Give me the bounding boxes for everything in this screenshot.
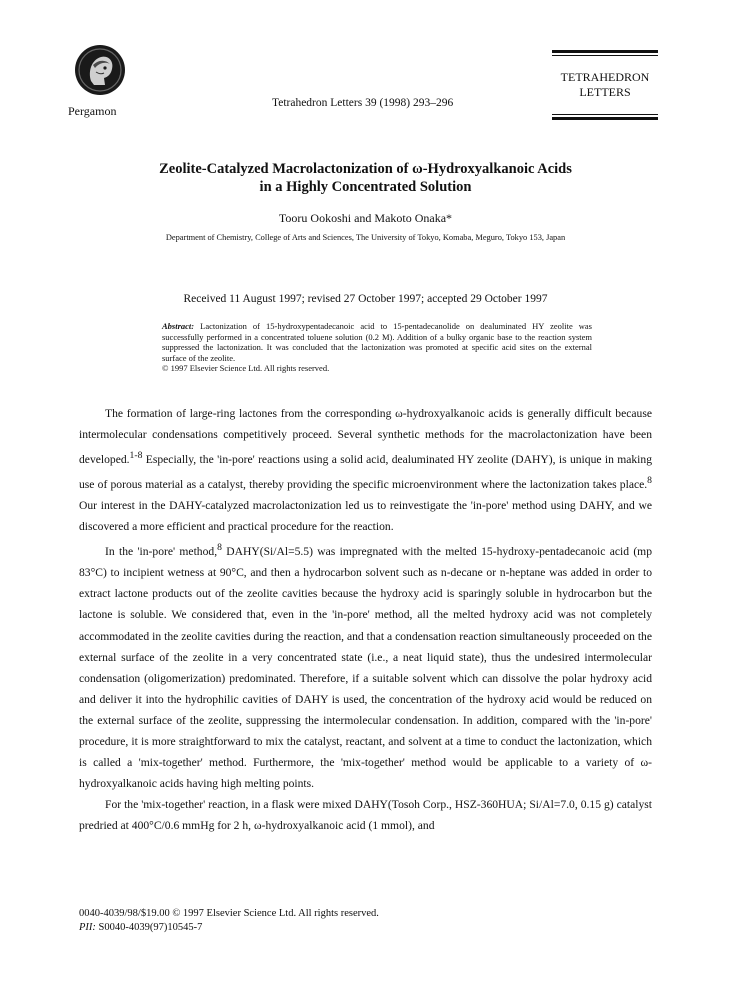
reference-superscript: 8 bbox=[217, 542, 222, 554]
abstract-copyright: © 1997 Elsevier Science Ltd. All rights reserved. bbox=[162, 363, 330, 374]
paragraph-1 bbox=[79, 403, 652, 537]
affiliation: Department of Chemistry, College of Arts and Sciences, The University of Tokyo, Komaba, Meguro, Tokyo 153, Japan bbox=[165, 233, 566, 242]
reference-superscript: 1-8 bbox=[129, 450, 143, 462]
footer bbox=[79, 907, 379, 935]
reference-superscript: 8 bbox=[647, 475, 652, 487]
journal-rule-bottom bbox=[552, 117, 658, 120]
paragraph-2 bbox=[79, 537, 652, 794]
title-line1: Zeolite-Catalyzed Macrolactonization of ω-Hydroxyalkanoic Acids bbox=[159, 161, 572, 177]
abstract-text: Lactonization of 15-hydroxypentadecanoic acid to 15-pentadecanolide on dealuminated HY zeolite was successfully performed in a concentrated toluene solution (0.2 M). Addition of a bulky organic base to the reaction system suppressed the lactonization. It was concluded that the lactonization was promoted at specific acid sites on the external surface of the zeolite. bbox=[162, 321, 592, 363]
citation: Tetrahedron Letters 39 (1998) 293–296 bbox=[272, 97, 454, 109]
journal-rule-top bbox=[552, 50, 658, 53]
paragraph-3: For the 'mix-together' reaction, in a flask were mixed DAHY(Tosoh Corp., HSZ-360HUA; Si/Al=7.0, 0.15 g) catalyst predried at 400°C/0.6 mmHg for 2 h, ω-hydroxyalkanoic acid (1 mmol), and bbox=[79, 798, 652, 833]
received-dates: Received 11 August 1997; revised 27 October 1997; accepted 29 October 1997 bbox=[183, 293, 548, 305]
p1-text-b: Especially, the 'in-pore' reactions using a solid acid, dealuminated HY zeolite (DAHY), is unique in making use of porous material as a catalyst, thereby providing the specific microenvironment where the lactonization takes place. bbox=[79, 453, 652, 491]
pii-label: PII: bbox=[79, 922, 96, 933]
journal-name bbox=[552, 70, 658, 100]
p1-text-a: The formation of large-ring lactones from the corresponding ω-hydroxyalkanoic acids is generally difficult because intermolecular condensations competitively proceed. Several synthetic methods for the macrolactonization have been developed. bbox=[79, 407, 652, 467]
footer-copyright: 0040-4039/98/$19.00 © 1997 Elsevier Science Ltd. All rights reserved. bbox=[79, 908, 379, 919]
title-line2: in a Highly Concentrated Solution bbox=[259, 179, 472, 195]
pergamon-seal-icon bbox=[74, 44, 126, 96]
article-body bbox=[79, 403, 652, 836]
p2-text-a: In the 'in-pore' method, bbox=[105, 545, 218, 559]
authors: Tooru Ookoshi and Makoto Onaka* bbox=[278, 211, 453, 225]
journal-rule-bottom-thin bbox=[552, 114, 658, 115]
pii-value: S0040-4039(97)10545-7 bbox=[95, 922, 203, 933]
abstract-label: Abstract: bbox=[162, 321, 195, 331]
publisher-name: Pergamon bbox=[68, 104, 117, 118]
article-title bbox=[60, 160, 671, 196]
journal-name-line1: TETRAHEDRON bbox=[560, 70, 650, 84]
abstract bbox=[162, 321, 592, 374]
p2-text-b: DAHY(Si/Al=5.5) was impregnated with the melted 15-hydroxy-pentadecanoic acid (mp 83°C) to incipient wetness at 90°C, and then a hydrocarbon solvent such as n-decane or n-heptane was added in order to extract lactone products out of the zeolite cavities because the hydroxy acid is sparingly soluble in hydrocarbon but the lactone is soluble. We considered that, even in the 'in-pore' method, all the melted hydroxy acid was not completely accommodated in the zeolite cavities during the reaction, and that a condensation reaction simultaneously proceeded on the external surface of the zeolite in a very concentrated state (i.e., a neat liquid state), thus the undesired intermolecular condensation (oligomerization) predominated. Therefore, if a suitable solvent which can dissolve the polar hydroxy acid and deliver it into the hydrophilic cavities of DAHY is used, the concentration of the hydroxy acid would be reduced on the external surface of the zeolite, suppressing the intermolecular condensation. In addition, compared with the 'in-pore' procedure, it is more straightforward to mix the catalyst, reactant, and solvent at a time to conduct the lactonization, which is called a 'mix-together' method. Furthermore, the 'mix-together' method would be applicable to a variety of ω-hydroxyalkanoic acids having high melting points. bbox=[79, 545, 652, 791]
p1-text-c: Our interest in the DAHY-catalyzed macrolactonization led us to reinvestigate the 'in-pore' method using DAHY, and we discovered a more efficient and practical procedure for the reaction. bbox=[79, 499, 652, 534]
journal-name-line2: LETTERS bbox=[579, 85, 631, 99]
journal-rule-top-thin bbox=[552, 55, 658, 56]
footer-pii bbox=[79, 921, 379, 935]
